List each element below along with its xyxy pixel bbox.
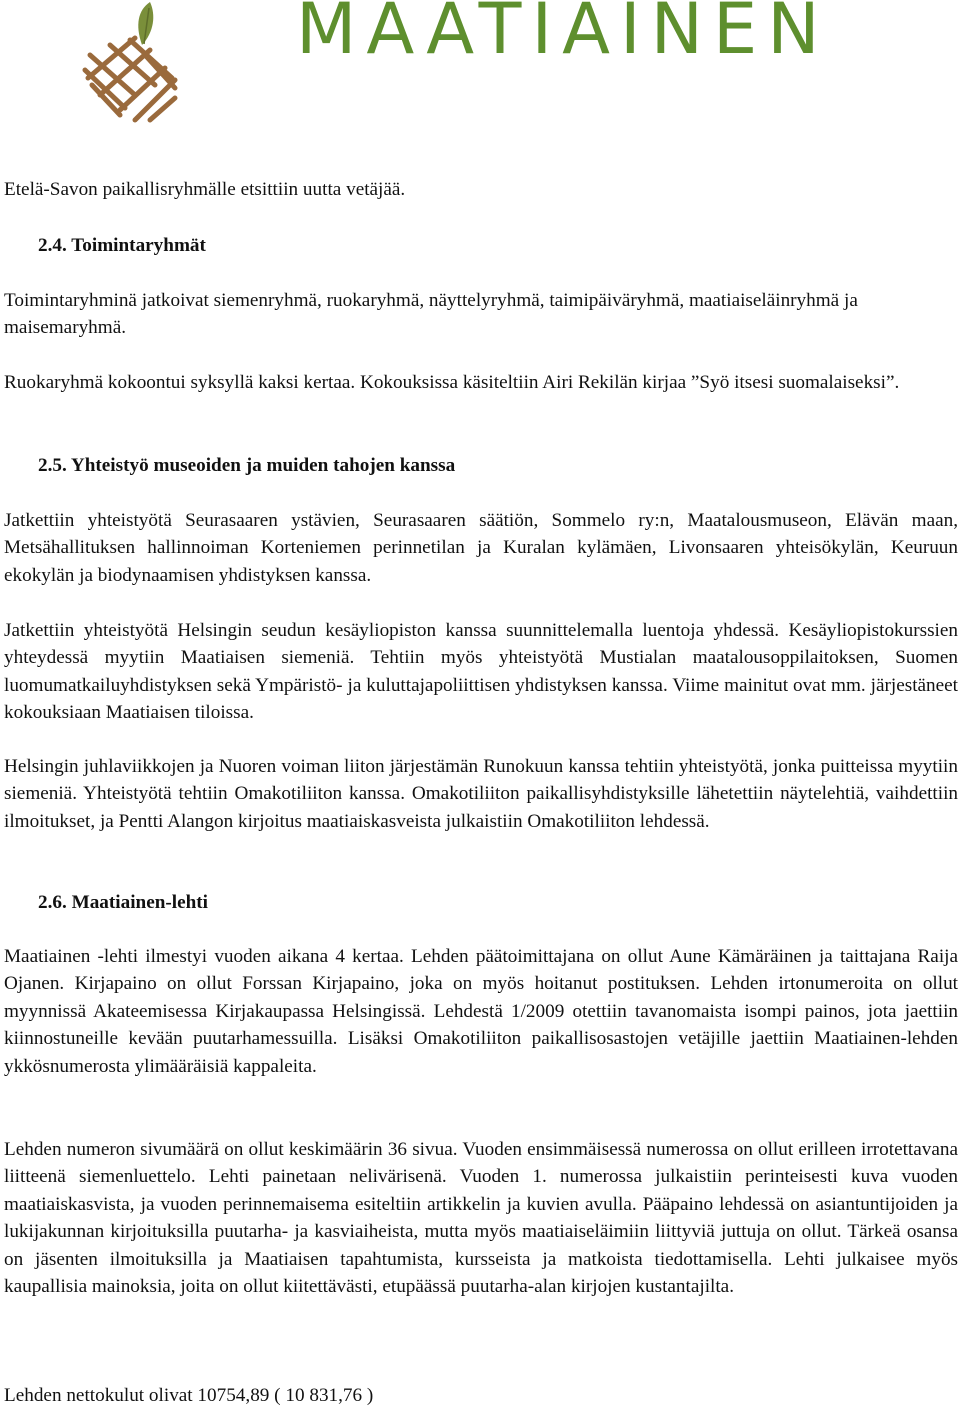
section-2-5-paragraph-1 <box>4 507 958 589</box>
intro-text: Etelä-Savon paikallisryhmälle etsittiin uutta vetäjää. <box>4 179 406 200</box>
section-2-6-paragraph-1 <box>4 943 958 1080</box>
paragraph-text: Toimintaryhminä jatkoivat siemenryhmä, ruokaryhmä, näyttelyryhmä, taimipäiväryhmä, maatiaiseläinryhmä ja maisemaryhmä. <box>4 290 858 339</box>
section-2-4 <box>4 232 958 259</box>
section-heading-2-4: 2.4. Toimintaryhmät <box>38 235 206 256</box>
paragraph-text: Jatkettiin yhteistyötä Seurasaaren ystävien, Seurasaaren säätiön, Sommelo ry:n, Maatalousmuseon, Elävän maan, Metsähallituksen hallinnoiman Korteniemen perinnetilan ja Kuralan kylämäen, Livonsaaren yhteisökylän, Keuruun ekokylän ja biodynaamisen yhdistyksen kanssa. <box>4 510 958 586</box>
section-2-4-paragraph-1 <box>4 287 958 342</box>
paragraph-text: Lehden numeron sivumäärä on ollut keskimäärin 36 sivua. Vuoden ensimmäisessä numerossa on ollut erilleen irrotettavana liitteenä siemenluettelo. Lehti painetaan nelivärisenä. Vuoden 1. numerossa julkaistiin perinteisesti kuva vuoden maatiaiskasvista, ja vuoden perinnemaisema esiteltiin artikkelin ja kuvien avulla. Pääpaino lehdessä on asiantuntijoiden ja lukijakunnan kirjoituksilla puutarha- ja kasviaiheista, mutta myös maatiaiseläimiin liittyviä juttuja on ollut. Tärkeä osansa on jäsenten ilmoituksilla ja Maatiaisen tapahtumista, kursseista ja matkoista tiedottamisella. Lehti julkaisee myös kaupallisia mainoksia, joita on ollut kiitettävästi, etupäässä puutarha-alan kirjojen kustantajilta. <box>4 1139 958 1298</box>
woven-basket-sprout-logo-icon <box>80 0 180 130</box>
paragraph-text: Jatkettiin yhteistyötä Helsingin seudun kesäyliopiston kanssa suunnittelemalla luentoja yhdessä. Kesäyliopistokurssien yhteydessä myytiin Maatiaisen siemeniä. Tehtiin myös yhteistyötä Mustialan maatalousoppilaitoksen, Suomen luomumatkailuyhdistyksen sekä Ympäristö- ja kuluttajapoliittisen yhdistyksen kanssa. Viime mainitut ovat mm. järjestäneet kokouksiaan Maatiaisen tiloissa. <box>4 620 958 724</box>
section-2-6-paragraph-3 <box>4 1382 958 1409</box>
section-2-5 <box>4 452 958 479</box>
paragraph-text: Lehden nettokulut olivat 10754,89 ( 10 831,76 ) <box>4 1385 374 1406</box>
paragraph-text: Helsingin juhlaviikkojen ja Nuoren voiman liiton järjestämän Runokuun kanssa tehtiin yhteistyötä, jonka puitteissa myytiin siemeniä. Yhteistyötä tehtiin Omakotiliiton kanssa. Omakotiliiton paikallisyhdistyksille lähetettiin näytelehtiä, vaihdettiin ilmoitukset, ja Pentti Alangon kirjoitus maatiaiskasveista julkaistiin Omakotiliiton lehdessä. <box>4 756 958 832</box>
section-2-6 <box>4 889 958 916</box>
intro-paragraph <box>4 176 958 203</box>
page-header <box>0 0 960 135</box>
brand-logo-text: MAATIAINEN <box>296 0 830 70</box>
section-2-5-paragraph-2 <box>4 617 958 727</box>
paragraph-text: Ruokaryhmä kokoontui syksyllä kaksi kertaa. Kokouksissa käsiteltiin Airi Rekilän kirjaa ”Syö itsesi suomalaiseksi”. <box>4 372 900 393</box>
section-heading-2-5: 2.5. Yhteistyö museoiden ja muiden tahojen kanssa <box>38 455 456 476</box>
section-2-4-paragraph-2 <box>4 369 958 396</box>
section-2-5-paragraph-3 <box>4 753 958 835</box>
section-2-6-paragraph-2 <box>4 1136 958 1300</box>
paragraph-text: Maatiainen -lehti ilmestyi vuoden aikana 4 kertaa. Lehden päätoimittajana on ollut Aune Kämäräinen ja taittajana Raija Ojanen. Kirjapaino on ollut Forssan Kirjapaino, joka on myös hoitanut postituksen. Lehden irtonumeroita on ollut myynnissä Akateemisessa Kirjakaupassa Helsingissä. Lehdestä 1/2009 otettiin tavanomaista isompi painos, jota jaettiin kiinnostuneille kevään puutarhamessuilla. Lisäksi Omakotiliiton paikallisosastojen vetäjille jaettiin Maatiainen-lehden ykkösnumerosta ylimääräisiä kappaleita. <box>4 946 958 1077</box>
section-heading-2-6: 2.6. Maatiainen-lehti <box>38 892 209 913</box>
